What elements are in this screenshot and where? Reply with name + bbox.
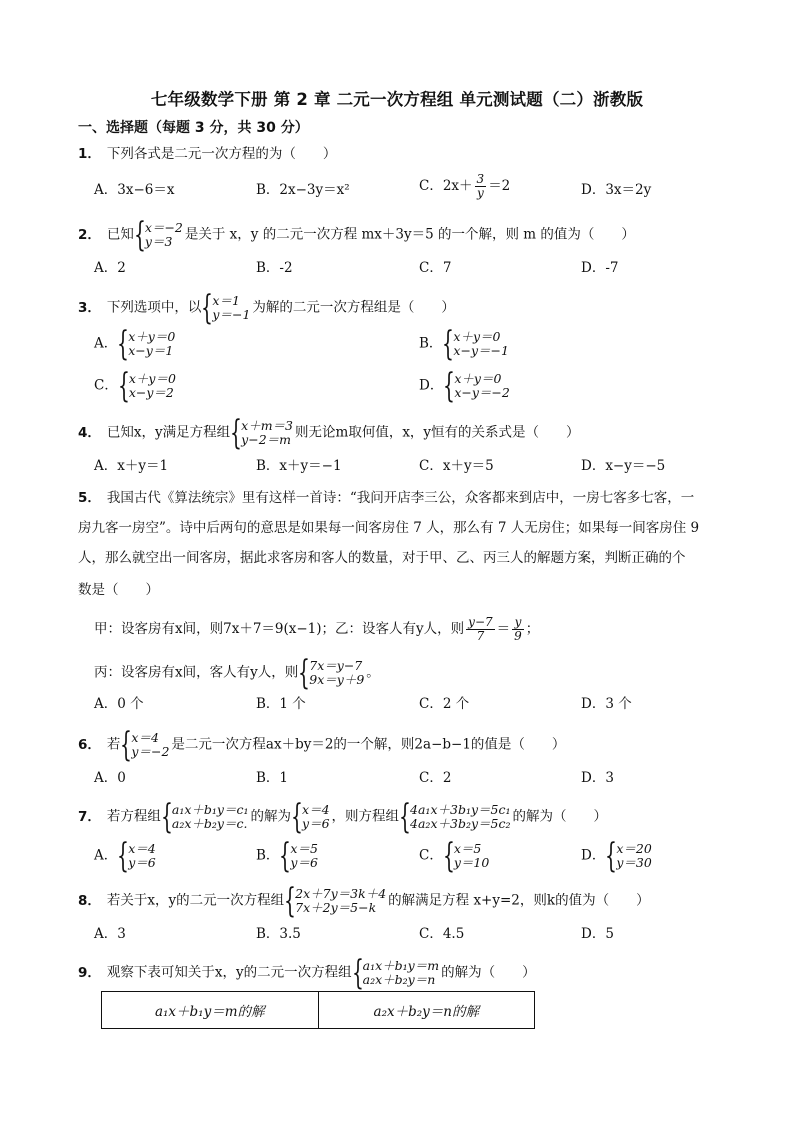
q1-option-d: D．3x＝2y — [581, 182, 652, 198]
q7-option-d: D． { x＝20 y＝30 — [581, 842, 654, 870]
q6-option-c: C．2 — [419, 770, 452, 786]
section-heading: 一、选择题（每题 3 分，共 30 分） — [78, 120, 309, 136]
q4-option-d: D．x−y＝−5 — [581, 458, 666, 474]
fraction: $\frac{3}{y}$ — [476, 172, 485, 200]
q1-option-b: B．2x−3y＝x² — [256, 182, 350, 198]
question-2-stem: 2． 已知 { x＝−2 y＝3 是关于 x，y 的二元一次方程 mx＋3y＝5 的一个解，则 m 的值为（ ） — [78, 221, 635, 249]
question-5-plan-jia-yi: 甲：设客房有x间，则7x＋7＝9(x−1)；乙：设客人有y人，则 $\frac{y-7}{7}$ ＝ $\frac{y}{9}$ ； — [94, 615, 540, 643]
q1-option-c: C．2x＋ $\frac{3}{y}$ ＝2 — [419, 172, 511, 200]
q7-option-b: B． { x＝5 y＝6 — [256, 842, 320, 870]
q5-option-a: A．0 个 — [94, 696, 144, 712]
question-3-stem: 3． 下列选项中，以 { x＝1 y＝−1 为解的二元一次方程组是（ ） — [78, 294, 455, 322]
question-1-stem — [78, 144, 336, 164]
q3-option-b: B． { x＋y＝0 x−y＝−1 — [419, 330, 511, 358]
q7-option-c: C． { x＝5 y＝10 — [419, 842, 491, 870]
q4-option-b: B．x＋y＝−1 — [256, 458, 342, 474]
table-header-cell: a₂x＋b₂y＝n的解 — [318, 992, 535, 1029]
equation-system: { x＝−2 y＝3 — [136, 221, 183, 249]
q6-option-b: B．1 — [256, 770, 289, 786]
q8-option-b: B．3.5 — [256, 926, 301, 942]
question-5-line-4: 数是（ ） — [78, 582, 159, 598]
q1-option-a: A．3x−6＝x — [94, 182, 175, 198]
q8-option-d: D．5 — [581, 926, 614, 942]
question-text: 下列各式是二元一次方程的为（ ） — [106, 146, 337, 162]
page-title: 七年级数学下册 第 2 章 二元一次方程组 单元测试题（二）浙教版 — [150, 90, 644, 109]
q3-option-a: A． { x＋y＝0 x−y＝1 — [94, 330, 177, 358]
q7-option-a: A． { x＝4 y＝6 — [94, 842, 158, 870]
solution-table — [101, 991, 535, 1029]
question-8-stem: 8． 若关于x，y的二元一次方程组 { 2x＋7y＝3k＋4 7x＋2y＝5−k 的解满足方程 x+y=2，则k的值为（ ） — [78, 887, 650, 915]
question-number: 1． — [78, 146, 101, 162]
q5-option-b: B．1 个 — [256, 696, 306, 712]
q8-option-c: C．4.5 — [419, 926, 465, 942]
question-9-stem: 9． 观察下表可知关于x，y的二元一次方程组 { a₁x＋b₁y＝m a₂x＋b₂y＝n 的解为（ ） — [78, 959, 536, 987]
q2-option-d: D．-7 — [581, 260, 619, 276]
table-row — [102, 992, 535, 1029]
q3-option-d: D． { x＋y＝0 x−y＝−2 — [419, 372, 512, 400]
q3-option-c: C． { x＋y＝0 x−y＝2 — [94, 372, 178, 400]
equation-system: { x＝1 y＝−1 — [203, 294, 250, 322]
q4-option-c: C．x＋y＝5 — [419, 458, 494, 474]
equation-system: { x＋m＝3 y−2＝m — [232, 419, 293, 447]
question-5-plan-bing: 丙：设客房有x间，客人有y人，则 { 7x＝y−7 9x＝y＋9 。 — [94, 659, 380, 687]
table-header-cell: a₁x＋b₁y＝m的解 — [102, 992, 319, 1029]
q2-option-a: A．2 — [94, 260, 126, 276]
question-5-line-1: 5． 我国古代《算法统宗》里有这样一首诗：“我问开店李三公，众客都来到店中，一房七客多七客，一 — [78, 490, 695, 506]
question-7-stem: 7． 若方程组 { a₁x＋b₁y＝c₁ a₂x＋b₂y＝c. 的解为 { x＝4 y＝6 ，则方程组 { 4a₁x＋3b₁y＝5c₁ 4a₂x＋3b₂y＝5c₂ 的解为（ ） — [78, 803, 607, 831]
q5-option-c: C．2 个 — [419, 696, 470, 712]
question-6-stem: 6． 若 { x＝4 y＝−2 是二元一次方程ax＋by＝2的一个解，则2a−b−1的值是（ ） — [78, 731, 565, 759]
q6-option-d: D．3 — [581, 770, 614, 786]
q4-option-a: A．x＋y＝1 — [94, 458, 169, 474]
question-5-line-2: 房九客一房空”。诗中后两句的意思是如果每一间客房住 7 人，那么有 7 人无房住；如果每一间客房住 9 — [78, 520, 700, 536]
q2-option-b: B．-2 — [256, 260, 293, 276]
q5-option-d: D．3 个 — [581, 696, 632, 712]
q2-option-c: C．7 — [419, 260, 452, 276]
q6-option-a: A．0 — [94, 770, 126, 786]
q8-option-a: A．3 — [94, 926, 126, 942]
question-4-stem: 4． 已知x，y满足方程组 { x＋m＝3 y−2＝m 则无论m取何值，x，y恒有的关系式是（ ） — [78, 419, 580, 447]
question-5-line-3: 人，那么就空出一间客房，据此求客房和客人的数量，对于甲、乙、丙三人的解题方案，判断正确的个 — [78, 550, 686, 566]
